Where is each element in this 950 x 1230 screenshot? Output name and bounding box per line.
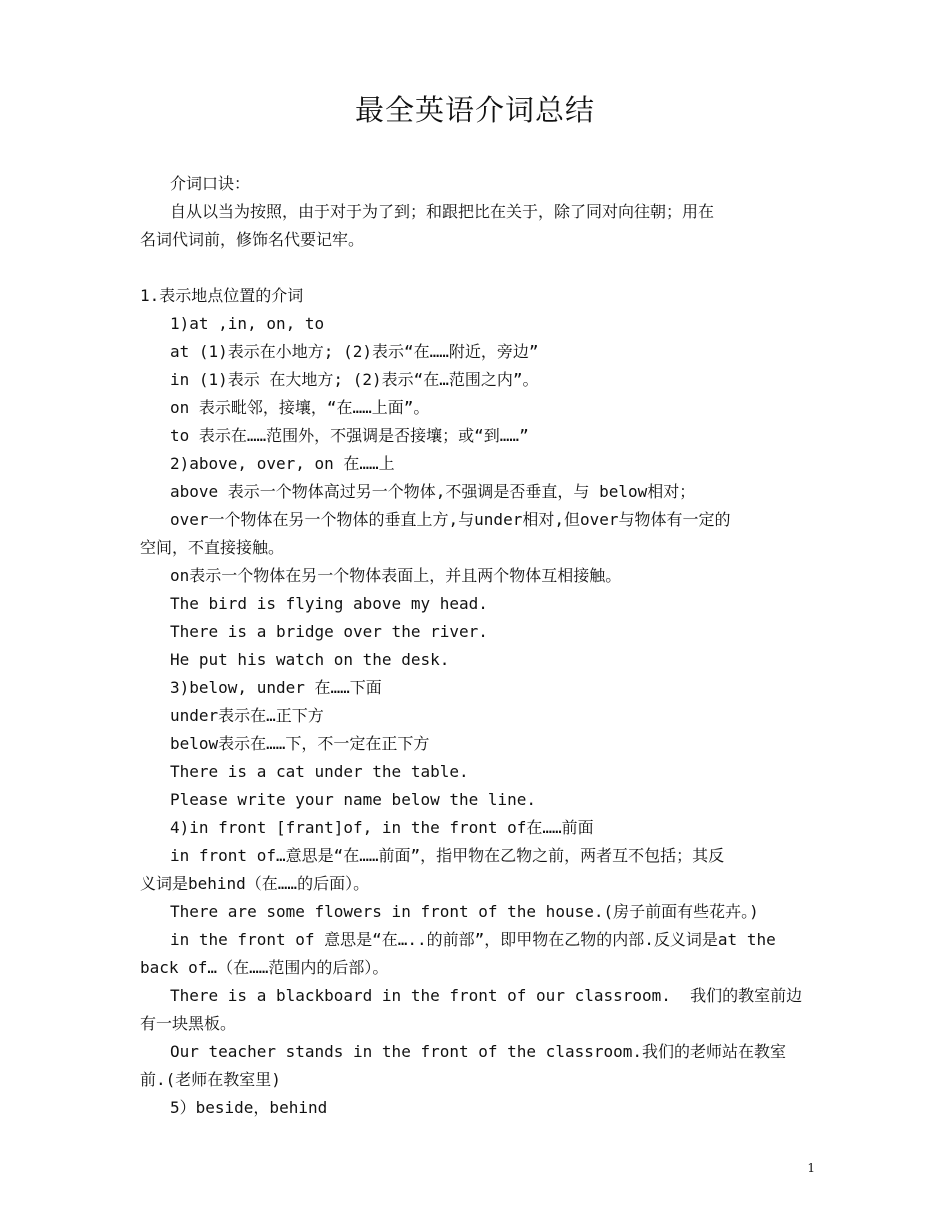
paragraph-line: in the front of 意思是“在…..的前部”，即甲物在乙物的内部.反义词是at the [170,930,776,949]
subsection-heading: 3)below, under 在……下面 [170,678,382,697]
paragraph-line: under表示在…正下方 [170,706,324,725]
example-sentence: The bird is flying above my head. [170,594,488,613]
section-heading: 1.表示地点位置的介词 [140,286,304,305]
example-sentence: There is a bridge over the river. [170,622,488,641]
blank-line [140,254,815,282]
paragraph-line: on 表示毗邻，接壤，“在……上面”。 [170,398,430,417]
paragraph-line: in front of…意思是“在……前面”，指甲物在乙物之前，两者互不包括；其反 [170,846,725,865]
example-sentence: There are some flowers in front of the house.(房子前面有些花卉。) [170,902,759,921]
example-sentence: He put his watch on the desk. [170,650,450,669]
paragraph-line: over一个物体在另一个物体的垂直上方,与under相对,但over与物体有一定的 [170,510,731,529]
paragraph-line: back of…（在……范围内的后部）。 [140,958,389,977]
example-sentence: There is a cat under the table. [170,762,469,781]
paragraph-line: 名词代词前，修饰名代要记牢。 [140,230,365,249]
paragraph-line: at (1)表示在小地方; (2)表示“在……附近，旁边” [170,342,539,361]
example-sentence: Our teacher stands in the front of the classroom.我们的老师站在教室 [170,1042,787,1061]
example-sentence: Please write your name below the line. [170,790,537,809]
paragraph-line: 前.(老师在教室里) [140,1070,281,1089]
subsection-heading: 2)above, over, on 在……上 [170,454,395,473]
page-number: 1 [807,1161,815,1175]
subsection-heading: 5）beside，behind [170,1098,328,1117]
paragraph-line: in (1)表示 在大地方; (2)表示“在…范围之内”。 [170,370,539,389]
paragraph-line: above 表示一个物体高过另一个物体,不强调是否垂直，与 below相对； [170,482,696,501]
paragraph-line: 介词口诀： [170,174,251,193]
subsection-heading: 4)in front [frant]of, in the front of在……前面 [170,818,594,837]
paragraph-line: 有一块黑板。 [140,1014,237,1033]
paragraph-line: on表示一个物体在另一个物体表面上，并且两个物体互相接触。 [170,566,622,585]
paragraph-line: below表示在……下，不一定在正下方 [170,734,430,753]
document-title: 最全英语介词总结 [354,93,595,127]
subsection-heading: 1)at ,in, on, to [170,314,325,333]
paragraph-line: to 表示在……范围外，不强调是否接壤；或“到……” [170,426,529,445]
example-sentence: There is a blackboard in the front of our classroom. 我们的教室前边 [170,986,803,1005]
paragraph-line: 空间，不直接接触。 [140,538,285,557]
paragraph-line: 义词是behind（在……的后面）。 [140,874,370,893]
paragraph-line: 自从以当为按照，由于对于为了到；和跟把比在关于，除了同对向往朝；用在 [170,202,715,221]
document-body [140,170,815,1122]
